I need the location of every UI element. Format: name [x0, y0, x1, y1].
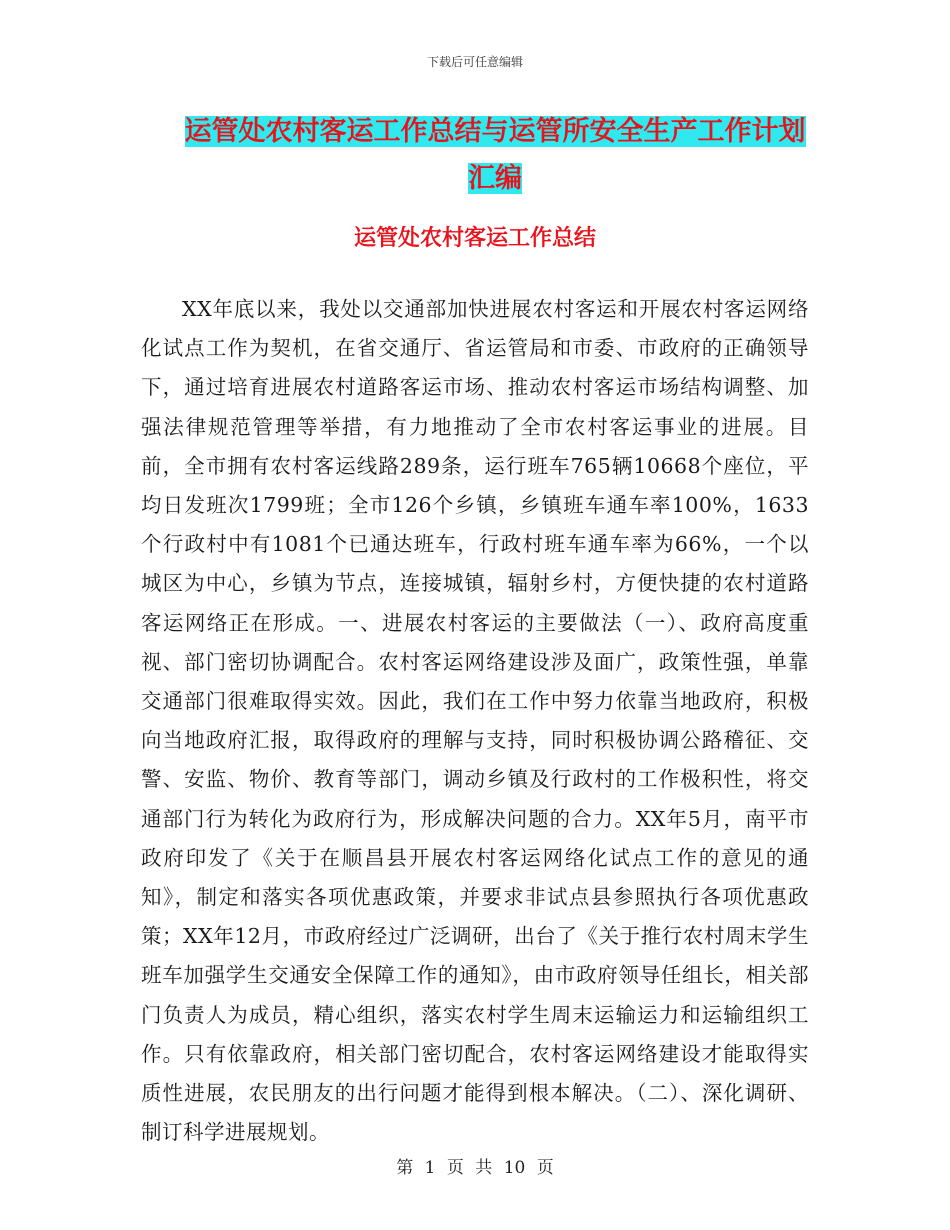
document-title: [150, 108, 840, 202]
body-text: [141, 290, 809, 1152]
header-note: 下载后可任意编辑: [426, 55, 523, 69]
section-title: 运管处农村客运工作总结: [353, 226, 596, 251]
document-title-line1: 运管处农村客运工作总结与运管所安全生产工作计划: [184, 116, 806, 147]
page-footer: 第 1 页 共 10 页: [396, 1158, 554, 1178]
body-paragraph: XX年底以来，我处以交通部加快进展农村客运和开展农村客运网络化试点工作为契机，在省交通厅、省运管局和市委、市政府的正确领导下，通过培育进展农村道路客运市场、推动农村客运市场结构调整、加强法律规范管理等举措，有力地推动了全市农村客运事业的进展。目前，全市拥有农村客运线路289条，运行班车765辆10668个座位，平均日发班次1799班；全市126个乡镇，乡镇班车通车率100%，1633个行政村中有1081个已通达班车，行政村班车通车率为66%，一个以城区为中心，乡镇为节点，连接城镇，辐射乡村，方便快捷的农村道路客运网络正在形成。一、进展农村客运的主要做法（一）、政府高度重视、部门密切协调配合。农村客运网络建设涉及面广，政策性强，单靠交通部门很难取得实效。因此，我们在工作中努力依靠当地政府，积极向当地政府汇报，取得政府的理解与支持，同时积极协调公路稽征、交警、安监、物价、教育等部门，调动乡镇及行政村的工作极积性，将交通部门行为转化为政府行为，形成解决问题的合力。XX年5月，南平市政府印发了《关于在顺昌县开展农村客运网络化试点工作的意见的通知》，制定和落实各项优惠政策，并要求非试点县参照执行各项优惠政策；XX年12月，市政府经过广泛调研，出台了《关于推行农村周末学生班车加强学生交通安全保障工作的通知》，由市政府领导任组长，相关部门负责人为成员，精心组织，落实农村学生周末运输运力和运输组织工作。只有依靠政府，相关部门密切配合，农村客运网络建设才能取得实质性进展，农民朋友的出行问题才能得到根本解决。（二）、深化调研、制订科学进展规划。: [141, 297, 809, 1145]
document-title-line2: 汇编: [468, 163, 522, 194]
